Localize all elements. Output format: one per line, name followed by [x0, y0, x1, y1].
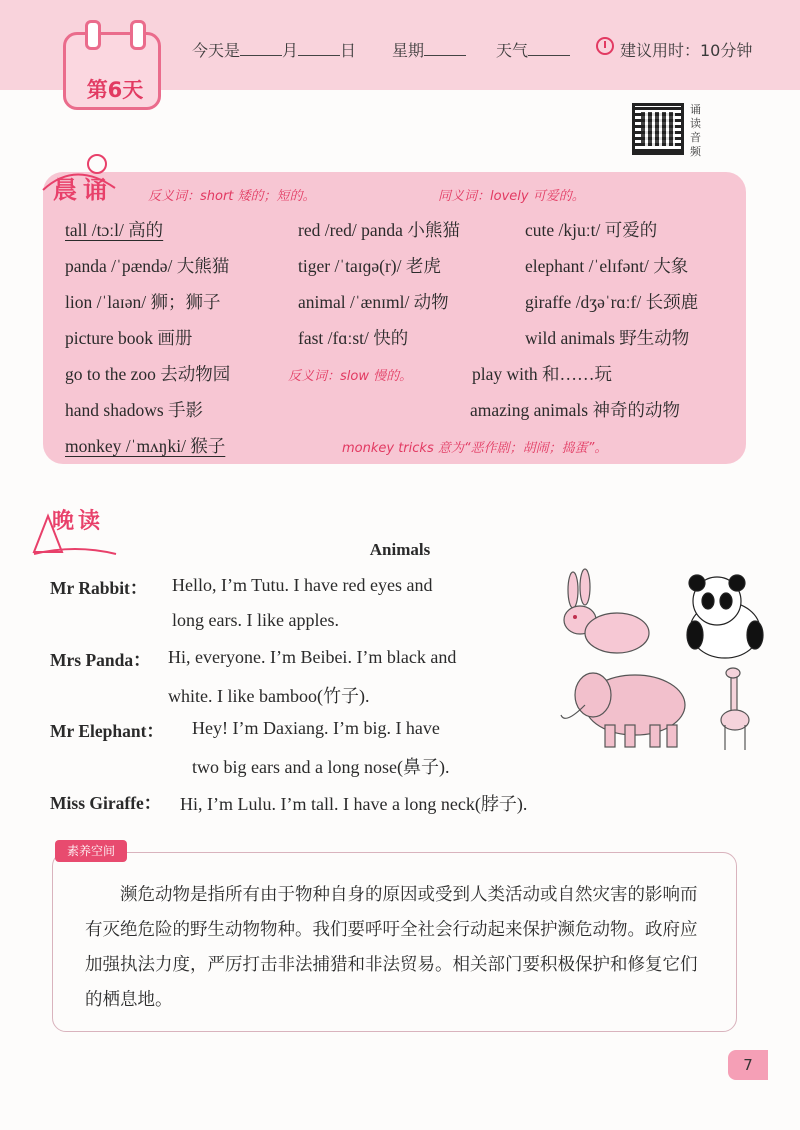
- dialogue-line: Hi, everyone. I’m Beibei. I’m black and: [168, 647, 457, 667]
- vocab-item: giraffe /dʒəˈrɑːf/ 长颈鹿: [525, 292, 699, 312]
- vocab-item: hand shadows 手影: [65, 400, 204, 420]
- weekday-blank[interactable]: [424, 41, 466, 56]
- vocab-item: play with 和……玩: [472, 364, 612, 384]
- vocab-item: cute /kjuːt/ 可爱的: [525, 220, 658, 240]
- date-prompt: 今天是 月 日: [192, 41, 357, 60]
- elephant-icon: [561, 673, 685, 747]
- speaker-label: Mr Rabbit：: [50, 578, 148, 598]
- vocab-item: picture book 画册: [65, 328, 193, 348]
- story-title: Animals: [369, 540, 431, 559]
- synonym-note-cute: 同义词：lovely 可爱的。: [438, 189, 585, 204]
- speaker-label: Mrs Panda：: [50, 650, 151, 670]
- vocab-item: tall /tɔːl/ 高的: [65, 220, 164, 240]
- dialogue-line: Hey! I’m Daxiang. I’m big. I have: [192, 718, 440, 738]
- dialogue-line: white. I like bamboo(竹子).: [168, 686, 370, 706]
- literacy-text: 濒危动物是指所有由于物种自身的原因或受到人类活动或自然灾害的影响而有灭绝危险的野生动物物种。我们要呼吁全社会行动起来保护濒危动物。政府应加强执法力度，严厉打击非法捕猎和非法贸易。相关部门要积极保护和修复它们的栖息地。: [85, 885, 698, 1010]
- antonym-note-fast: 反义词：slow 慢的。: [288, 369, 413, 384]
- vocab-item: red /red/ panda 小熊猫: [298, 220, 460, 240]
- vocab-item: elephant /ˈelɪfənt/ 大象: [525, 256, 689, 276]
- qr-label: 诵读音频: [690, 103, 701, 158]
- vocab-item: animal /ˈænɪml/ 动物: [298, 292, 449, 312]
- dialogue-line: two big ears and a long nose(鼻子).: [192, 757, 450, 777]
- dialogue-line: long ears. I like apples.: [172, 610, 339, 630]
- month-blank[interactable]: [240, 41, 282, 56]
- qr-code-icon[interactable]: [632, 103, 684, 155]
- dialogue-line: Hello, I’m Tutu. I have red eyes and: [172, 575, 433, 595]
- vocab-item: panda /ˈpændə/ 大熊猫: [65, 256, 230, 276]
- suggested-time: 建议用时：10分钟: [620, 41, 753, 60]
- calendar-ring-icon: [130, 20, 146, 50]
- vocab-item: tiger /ˈtaɪɡə(r)/ 老虎: [298, 256, 441, 276]
- morning-section-icon: 晨诵: [35, 150, 125, 220]
- vocab-item: wild animals 野生动物: [525, 328, 690, 348]
- dialogue-line: Hi, I’m Lulu. I’m tall. I have a long neck(脖子).: [180, 794, 528, 814]
- calendar-ring-icon: [85, 20, 101, 50]
- day-blank[interactable]: [298, 41, 340, 56]
- antonym-note-tall: 反义词：short 矮的；短的。: [148, 189, 316, 204]
- weekday-prompt: 星期: [392, 38, 466, 61]
- evening-section-icon: 晚读: [30, 496, 120, 558]
- giraffe-icon: [721, 668, 749, 750]
- literacy-tag: 素养空间: [55, 840, 127, 862]
- speaker-label: Mr Elephant：: [50, 721, 164, 741]
- vocab-item: go to the zoo 去动物园: [65, 364, 231, 384]
- weather-prompt: 天气: [496, 38, 570, 61]
- page-number: 7: [728, 1050, 768, 1080]
- speaker-label: Miss Giraffe：: [50, 793, 162, 813]
- vocab-item: fast /fɑːst/ 快的: [298, 328, 409, 348]
- vocab-item: monkey /ˈmʌŋki/ 猴子: [65, 436, 226, 456]
- clock-icon: [596, 37, 614, 55]
- animal-illustrations: [555, 565, 770, 755]
- monkey-note: monkey tricks 意为“恶作剧；胡闹；捣蛋”。: [342, 441, 608, 456]
- day-label: 第6天: [86, 78, 144, 102]
- weather-blank[interactable]: [528, 41, 570, 56]
- panda-icon: [687, 575, 763, 658]
- vocab-item: lion /ˈlaɪən/ 狮；狮子: [65, 292, 221, 312]
- rabbit-icon: [564, 569, 649, 653]
- vocab-item: amazing animals 神奇的动物: [470, 400, 680, 420]
